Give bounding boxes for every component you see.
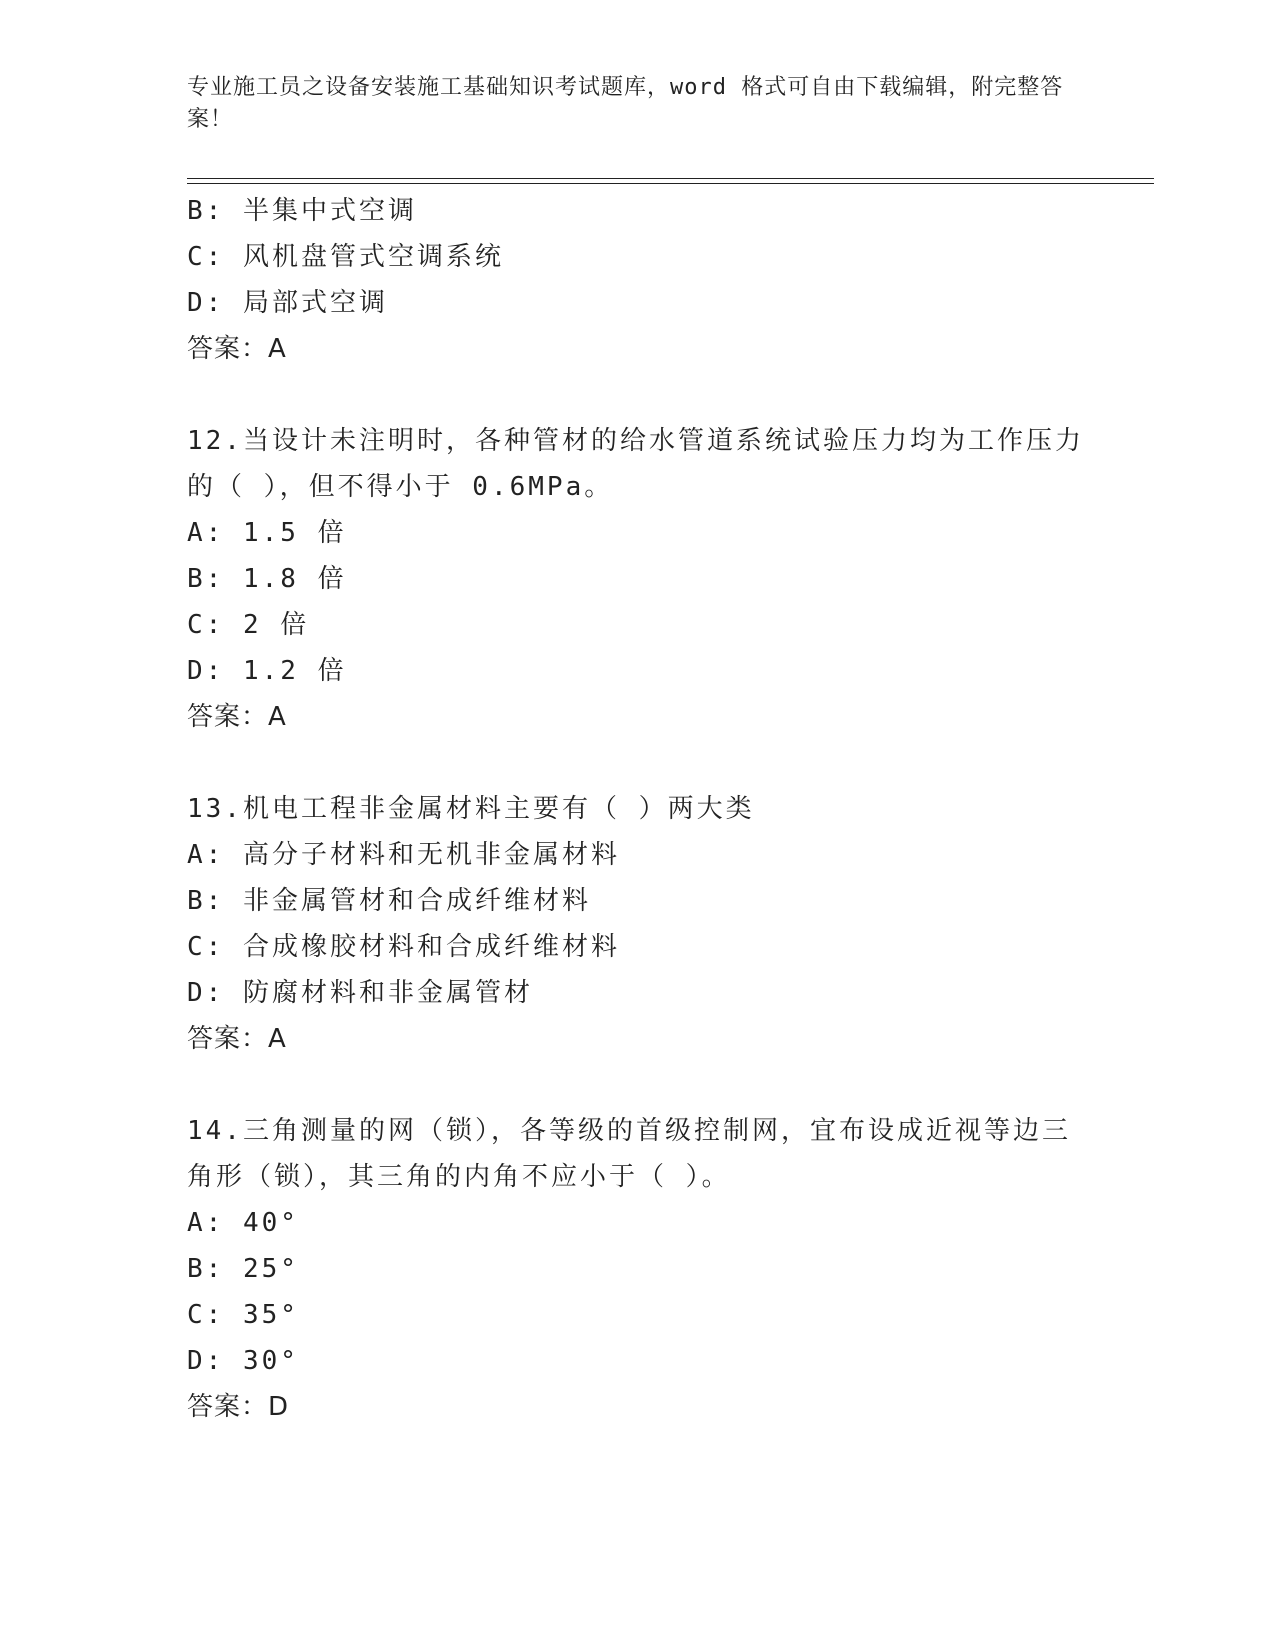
option-d: D: 30° — [187, 1346, 299, 1376]
question-list — [187, 188, 1087, 1430]
option-b: B: 1.8 倍 — [187, 564, 347, 594]
question-11-continued — [187, 188, 1087, 372]
option-b: B: 半集中式空调 — [187, 196, 417, 226]
option-c: C: 风机盘管式空调系统 — [187, 242, 504, 272]
option-c: C: 35° — [187, 1300, 299, 1330]
question-spacer — [187, 740, 1087, 786]
option-b: B: 非金属管材和合成纤维材料 — [187, 886, 591, 916]
question-14 — [187, 1108, 1087, 1430]
answer-line: 答案：D — [187, 1392, 290, 1422]
header-divider-bottom — [187, 183, 1154, 184]
question-stem: 12.当设计未注明时，各种管材的给水管道系统试验压力均为工作压力的（ ），但不得小于 0.6MPa。 — [187, 426, 1084, 502]
question-stem: 14.三角测量的网（锁），各等级的首级控制网，宜布设成近视等边三角形（锁），其三角的内角不应小于（ ）。 — [187, 1116, 1071, 1192]
option-a: A: 40° — [187, 1208, 299, 1238]
answer-line: 答案：A — [187, 1024, 287, 1054]
question-spacer — [187, 372, 1087, 418]
option-d: D: 防腐材料和非金属管材 — [187, 978, 533, 1008]
option-c: C: 2 倍 — [187, 610, 310, 640]
question-spacer — [187, 1062, 1087, 1108]
document-header: 专业施工员之设备安装施工基础知识考试题库，word 格式可自由下载编辑，附完整答案！ — [187, 75, 1064, 132]
option-c: C: 合成橡胶材料和合成纤维材料 — [187, 932, 620, 962]
answer-line: 答案：A — [187, 702, 287, 732]
question-12 — [187, 418, 1087, 740]
question-13 — [187, 786, 1087, 1062]
option-a: A: 1.5 倍 — [187, 518, 347, 548]
question-stem: 13.机电工程非金属材料主要有（ ）两大类 — [187, 794, 755, 824]
option-a: A: 高分子材料和无机非金属材料 — [187, 840, 620, 870]
option-b: B: 25° — [187, 1254, 299, 1284]
option-d: D: 局部式空调 — [187, 288, 388, 318]
option-d: D: 1.2 倍 — [187, 656, 347, 686]
header-divider-top — [187, 178, 1154, 179]
answer-line: 答案：A — [187, 334, 287, 364]
